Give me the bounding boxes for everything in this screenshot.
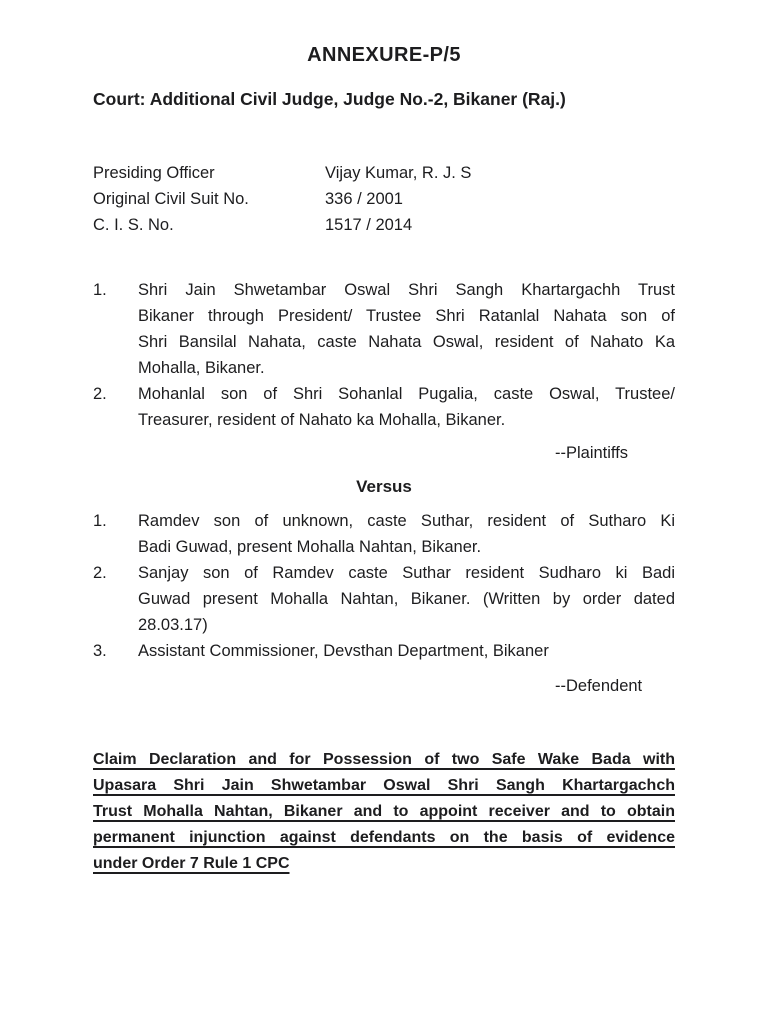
item-text [138,638,675,664]
item-text [138,508,675,560]
plaintiffs-list [93,277,675,433]
case-row-cis-no [93,212,675,238]
case-label: C. I. S. No. [93,216,174,234]
case-label: Original Civil Suit No. [93,190,249,208]
text-line: Mohalla, Bikaner. [138,359,265,377]
item-number: 2. [93,385,107,403]
claim-paragraph [93,747,675,877]
text-line: Assistant Commissioner, Devsthan Department, Bikaner [138,642,549,660]
defendant-item-2 [93,560,675,638]
text-line: Shri Bansilal Nahata, caste Nahata Oswal, resident of Nahato Ka [138,333,675,351]
text-line: Trust Mohalla Nahtan, Bikaner and to appoint receiver and to obtain [93,803,675,820]
case-row-original-suit-no [93,186,675,212]
item-number: 3. [93,642,107,660]
text-line: Ramdev son of unknown, caste Suthar, resident of Sutharo Ki [138,512,675,530]
text-line: permanent injunction against defendants on the basis of evidence [93,829,675,846]
defendant-item-3 [93,638,675,664]
case-label: Presiding Officer [93,164,215,182]
text-line: Mohanlal son of Shri Sohanlal Pugalia, caste Oswal, Trustee/ [138,385,675,403]
court-heading: Court: Additional Civil Judge, Judge No.-2, Bikaner (Raj.) [93,89,566,109]
item-text [138,560,675,638]
defendants-signoff: --Defendent [555,677,643,695]
text-line: Guwad present Mohalla Nahtan, Bikaner. (Written by order dated [138,590,675,608]
defendant-item-1 [93,508,675,560]
document-content [0,88,768,877]
item-number: 1. [93,281,107,299]
case-row-presiding-officer [93,160,675,186]
item-number: 2. [93,564,107,582]
case-info-block [93,160,675,238]
text-line: Treasurer, resident of Nahato ka Mohalla, Bikaner. [138,411,506,429]
annexure-title: ANNEXURE-P/5 [307,44,461,66]
text-line: Shri Jain Shwetambar Oswal Shri Sangh Khartargachh Trust [138,281,675,299]
text-line: Sanjay son of Ramdev caste Suthar resident Sudharo ki Badi [138,564,675,582]
defendants-list [93,508,675,664]
text-line: 28.03.17) [138,616,208,634]
text-line: Bikaner through President/ Trustee Shri Ratanlal Nahata son of [138,307,675,325]
case-value: Vijay Kumar, R. J. S [325,164,472,182]
text-line: Claim Declaration and for Possession of two Safe Wake Bada with [93,751,675,768]
text-line: Upasara Shri Jain Shwetambar Oswal Shri Sangh Khartargachch [93,777,675,794]
item-number: 1. [93,512,107,530]
case-value: 336 / 2001 [325,190,403,208]
case-value: 1517 / 2014 [325,216,413,234]
text-line: Badi Guwad, present Mohalla Nahtan, Bikaner. [138,538,482,556]
text-line: under Order 7 Rule 1 CPC [93,855,290,872]
item-text [138,277,675,381]
item-text [138,381,675,433]
plaintiff-item-2 [93,381,675,433]
versus-heading: Versus [356,477,412,496]
plaintiff-item-1 [93,277,675,381]
plaintiffs-signoff: --Plaintiffs [555,444,629,462]
